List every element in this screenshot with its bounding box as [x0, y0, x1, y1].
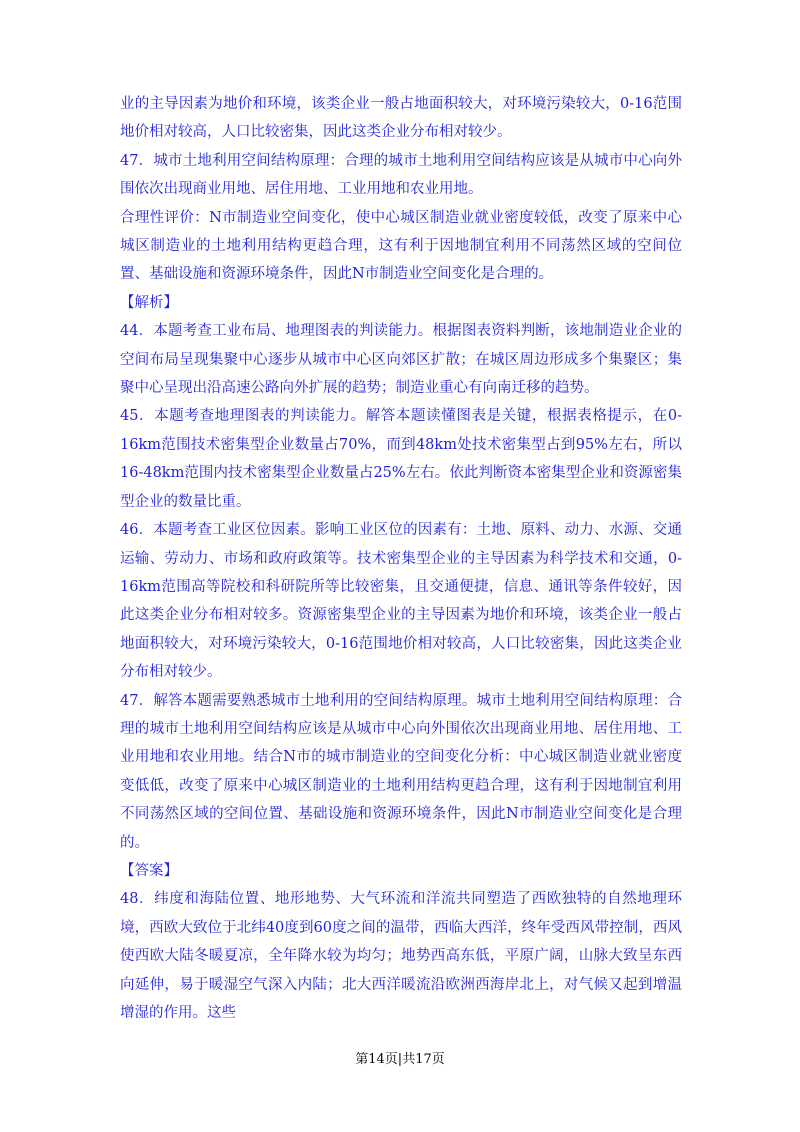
document-body — [120, 90, 682, 1027]
answer-47: 47．城市土地利用空间结构原理：合理的城市土地利用空间结构应该是从城市中心向外围依次出现商业用地、居住用地、工业用地和农业用地。 — [120, 152, 682, 198]
answer-47-evaluation: 合理性评价：N市制造业空间变化，使中心城区制造业就业密度较低，改变了原来中心城区制造业的土地利用结构更趋合理，这有利于因地制宜利用不同荡然区域的空间位置、基础设施和资源环境条件，因此N市制造业空间变化是合理的。 — [120, 209, 682, 283]
section-heading-answer: 【答案】 — [120, 862, 178, 879]
analysis-44: 44．本题考查工业布局、地理图表的判读能力。根据图表资料判断，该地制造业企业的空间布局呈现集聚中心逐步从城市中心区向郊区扩散；在城区周边形成多个集聚区；集聚中心呈现出沿高速公路向外扩展的趋势；制造业重心有向南迁移的趋势。 — [120, 323, 682, 397]
paragraph-continuation: 业的主导因素为地价和环境，该类企业一般占地面积较大，对环境污染较大，0-16范围地价相对较高，人口比较密集，因此这类企业分布相对较少。 — [120, 96, 682, 141]
analysis-45: 45．本题考查地理图表的判读能力。解答本题读懂图表是关键，根据表格提示，在0-16km范围技术密集型企业数量占70%，而到48km处技术密集型占到95%左右，所以16-48km范围内技术密集型企业数量占25%左右。依此判断资本密集型企业和资源密集型企业的数量比重。 — [120, 408, 682, 510]
analysis-46: 46．本题考查工业区位因素。影响工业区位的因素有：土地、原料、动力、水源、交通运输、劳动力、市场和政府政策等。技术密集型企业的主导因素为科学技术和交通，0-16km范围高等院校和科研院所等比较密集，且交通便捷，信息、通讯等条件较好，因此这类企业分布相对较多。资源密集型企业的主导因素为地价和环境，该类企业一般占地面积较大，对环境污染较大，0-16范围地价相对较高，人口比较密集，因此这类企业分布相对较少。 — [120, 522, 682, 681]
section-heading-analysis: 【解析】 — [120, 294, 178, 311]
answer-48: 48．纬度和海陆位置、地形地势、大气环流和洋流共同塑造了西欧独特的自然地理环境，西欧大致位于北纬40度到60度之间的温带，西临大西洋，终年受西风带控制，西风使西欧大陆冬暖夏凉，全年降水较为均匀；地势西高东低，平原广阔，山脉大致呈东西向延伸，易于暖湿空气深入内陆；北大西洋暖流沿欧洲西海岸北上，对气候又起到增温增湿的作用。这些 — [120, 891, 682, 1021]
page-footer: 第14页|共17页 — [355, 1052, 445, 1067]
analysis-47: 47．解答本题需要熟悉城市土地利用的空间结构原理。城市土地利用空间结构原理：合理的城市土地利用空间结构应该是从城市中心向外围依次出现商业用地、居住用地、工业用地和农业用地。结合N市的城市制造业的空间变化分析：中心城区制造业就业密度变低低，改变了原来中心城区制造业的土地利用结构更趋合理，这有利于因地制宜利用不同荡然区域的空间位置、基础设施和资源环境条件，因此N市制造业空间变化是合理的。 — [120, 692, 682, 851]
